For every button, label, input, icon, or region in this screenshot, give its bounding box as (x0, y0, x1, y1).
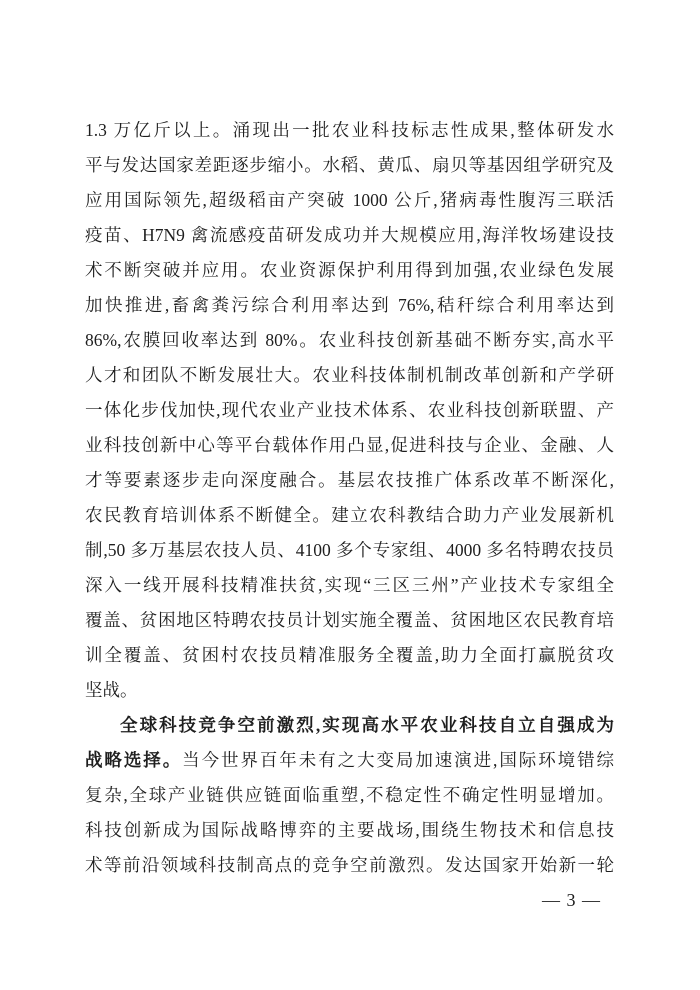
text-segment: 术不断突破并应用。农业资源保护利用得到加强,农业绿色发展 (85, 260, 614, 280)
text-line (85, 358, 614, 393)
text-line (85, 673, 614, 708)
text-segment: 坚战。 (85, 680, 138, 700)
text-segment: 疫苗、H7N9 禽流感疫苗研发成功并大规模应用,海洋牧场建设技 (85, 225, 614, 245)
text-line (85, 533, 614, 568)
text-line (85, 218, 614, 253)
text-segment: 制,50 多万基层农技人员、4100 多个专家组、4000 多名特聘农技员 (85, 540, 614, 560)
text-line (85, 743, 614, 778)
text-segment: 复杂,全球产业链供应链面临重塑,不稳定性不确定性明显增加。 (85, 785, 614, 805)
text-segment: 当今世界百年未有之大变局加速演进,国际环境错综 (182, 750, 615, 770)
text-line (85, 323, 614, 358)
text-segment: 加快推进,畜禽粪污综合利用率达到 76%,秸秆综合利用率达到 (85, 295, 614, 315)
text-line (85, 848, 614, 883)
text-line (85, 288, 614, 323)
text-segment: 深入一线开展科技精准扶贫,实现“三区三州”产业技术专家组全 (85, 575, 614, 595)
text-segment: 平与发达国家差距逐步缩小。水稻、黄瓜、扇贝等基因组学研究及 (85, 155, 614, 175)
text-line (85, 813, 614, 848)
text-line (85, 393, 614, 428)
text-line (85, 253, 614, 288)
text-segment: 人才和团队不断发展壮大。农业科技体制机制改革创新和产学研 (85, 365, 614, 385)
text-segment: 一体化步伐加快,现代农业产业技术体系、农业科技创新联盟、产 (85, 400, 614, 420)
text-line (85, 498, 614, 533)
document-body (85, 113, 614, 883)
text-line (85, 708, 614, 743)
text-segment-bold: 战略选择。 (85, 750, 183, 770)
text-line (85, 113, 614, 148)
text-segment: 覆盖、贫困地区特聘农技员计划实施全覆盖、贫困地区农民教育培 (85, 610, 614, 630)
text-segment: 应用国际领先,超级稻亩产突破 1000 公斤,猪病毒性腹泻三联活 (85, 190, 614, 210)
text-line (85, 603, 614, 638)
text-line (85, 428, 614, 463)
text-line (85, 148, 614, 183)
text-line (85, 778, 614, 813)
text-line (85, 568, 614, 603)
text-segment: 训全覆盖、贫困村农技员精准服务全覆盖,助力全面打赢脱贫攻 (85, 645, 614, 665)
text-segment: 才等要素逐步走向深度融合。基层农技推广体系改革不断深化, (85, 470, 614, 490)
text-line (85, 463, 614, 498)
text-segment: 1.3 万亿斤以上。涌现出一批农业科技标志性成果,整体研发水 (85, 120, 614, 140)
text-segment: 科技创新成为国际战略博弈的主要战场,围绕生物技术和信息技 (85, 820, 614, 840)
text-segment: 农民教育培训体系不断健全。建立农科教结合助力产业发展新机 (85, 505, 614, 525)
page-number: — 3 — (542, 890, 601, 910)
text-line (85, 183, 614, 218)
text-segment: 术等前沿领域科技制高点的竞争空前激烈。发达国家开始新一轮 (85, 855, 614, 875)
text-segment: 业科技创新中心等平台载体作用凸显,促进科技与企业、金融、人 (85, 435, 614, 455)
text-segment: 86%,农膜回收率达到 80%。农业科技创新基础不断夯实,高水平 (85, 330, 614, 350)
text-segment-bold: 全球科技竞争空前激烈,实现高水平农业科技自立自强成为 (120, 715, 614, 735)
text-line (85, 638, 614, 673)
